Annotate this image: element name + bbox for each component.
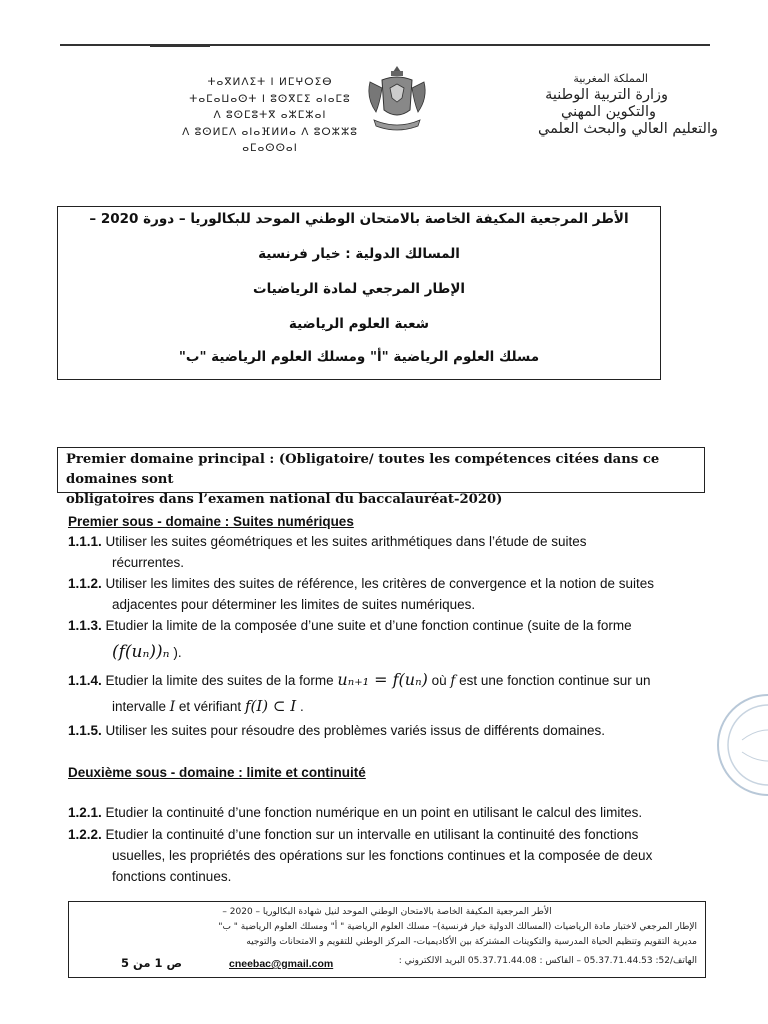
item-text-cont: récurrentes. (112, 555, 185, 570)
domain-line-2: obligatoires dans l’examen national du baccalauréat-2020) (66, 492, 503, 507)
item-text: Etudier la continuité d’une fonction sur un intervalle en utilisant la continuité des fonctions (101, 827, 639, 842)
tifinagh-line: ⵜⴰⴳⵍⴷⵉⵜ ⵏ ⵍⵎⵖⵔⵉⴱ (207, 76, 333, 88)
item-text-mid: où (431, 673, 447, 688)
item-1-2-2 (68, 824, 708, 887)
header-line-kingdom: المملكة المغربية (573, 72, 648, 85)
item-number: 1.1.3. (68, 618, 102, 633)
item-text: Etudier la limite de la composée d’une suite et d’une fonction continue (suite de la forme (101, 618, 632, 633)
item-number: 1.1.5. (68, 723, 102, 738)
footer-line-4: الهاتف/52: 05.37.71.44.53 – الفاكس : 05.37.71.44.08 البريد الالكتروني : (398, 956, 697, 966)
title-line-3: الإطار المرجعي لمادة الرياضيات (253, 281, 465, 297)
item-number: 1.1.2. (68, 576, 102, 591)
title-line-1: الأطر المرجعية المكيفة الخاصة بالامتحان الوطني الموحد للبكالوريا – دورة 2020 – (89, 211, 629, 227)
footer-line-3: مديرية التقويم وتنظيم الحياة المدرسية والتكوينات المشتركة بين الأكاديميات- المركز الوطني للتقويم و الامتحانات والتوجيه (246, 937, 697, 947)
item-text: Etudier la limite des suites de la forme (101, 673, 334, 688)
coat-of-arms-icon (362, 62, 432, 134)
item-number: 1.1.1. (68, 534, 102, 549)
domain-box (57, 447, 705, 507)
footer-line-1: الأطر المرجعية المكيفة الخاصة بالامتحان الوطني الموحد لنيل شهادة البكالوريا – 2020 – (222, 907, 552, 917)
item-number: 1.2.2. (68, 827, 102, 842)
official-stamp-icon (712, 690, 768, 800)
title-line-2: المسالك الدولية : خيار فرنسية (258, 246, 460, 262)
math-I: I (169, 699, 176, 715)
item-text-cont: . (299, 699, 304, 714)
math-recurrence: uₙ₊₁ = f(uₙ) (337, 670, 428, 689)
footer-line-2: الإطار المرجعي لاختبار مادة الرياضيات (المسالك الدولية خيار فرنسية)– مسلك العلوم الرياضية " أ" ومسلك العلوم الرياضية " ب" (218, 922, 697, 932)
item-1-1-4 (68, 668, 708, 720)
item-text-tail: est une fonction continue sur un (459, 673, 651, 688)
item-number: 1.2.1. (68, 805, 102, 820)
domain-line-1: Premier domaine principal : (Obligatoire/ toutes les compétences citées dans ce domaines sont (66, 452, 660, 487)
item-text: Utiliser les suites pour résoudre des problèmes variés issus de différents domaines. (101, 723, 606, 738)
item-text: Utiliser les limites des suites de référence, les critères de convergence et la notion de suites (101, 576, 655, 591)
item-1-1-2 (68, 573, 708, 615)
tifinagh-line: ⵜⴰⵎⴰⵡⴰⵙⵜ ⵏ ⵓⵙⴳⵎⵉ ⴰⵏⴰⵎⵓ (189, 92, 351, 105)
item-text-cont: intervalle (112, 699, 167, 714)
title-box (57, 206, 661, 380)
header-line-higher-ed: والتعليم العالي والبحث العلمي (538, 121, 718, 137)
arabic-header (488, 72, 718, 137)
item-1-2-1 (68, 802, 708, 823)
subdomain-2-heading: Deuxième sous - domaine : limite et continuité (68, 765, 366, 780)
math-sequence-form: (f(uₙ))ₙ (112, 642, 170, 662)
item-text-cont: usuelles, les propriétés des opérations sur les fonctions continues et la composée de deux (112, 848, 653, 863)
subdomain-1-heading: Premier sous - domaine : Suites numériques (68, 514, 354, 529)
header-line-training: والتكوين المهني (561, 104, 656, 120)
item-1-1-5 (68, 720, 708, 741)
item-1-1-1 (68, 531, 708, 573)
math-inclusion: f(I) ⊂ I (244, 697, 297, 715)
item-text: Utiliser les suites géométriques et les suites arithmétiques dans l’étude de suites (101, 534, 587, 549)
top-rule-accent (150, 46, 210, 47)
item-text: Etudier la continuité d’une fonction numérique en un point en utilisant le calcul des limites. (101, 805, 643, 820)
tifinagh-line: ⴷ ⵓⵙⵎⵓⵜⴳ ⴰⵣⵎⵣⴰⵏ (213, 109, 327, 121)
item-1-1-3 (68, 615, 708, 663)
page-number: ص 1 من 5 (121, 956, 182, 970)
item-text-cont: ). (173, 645, 182, 660)
footer-box (68, 901, 706, 978)
item-number: 1.1.4. (68, 673, 102, 688)
footer-email-link[interactable]: cneebac@gmail.com (229, 958, 334, 970)
item-text-cont: adjacentes pour déterminer les limites de suites numériques. (112, 597, 476, 612)
item-text-cont: fonctions continues. (112, 869, 232, 884)
tifinagh-header (165, 74, 375, 157)
tifinagh-line: ⴷ ⵓⵙⵍⵎⴷ ⴰⵏⴰⴼⵍⵍⴰ ⴷ ⵓⵔⵣⵣⵓ ⴰⵎⴰⵙⵙⴰⵏ (182, 125, 358, 154)
math-f: f (450, 673, 456, 689)
title-line-4: شعبة العلوم الرياضية (288, 316, 430, 332)
header-line-ministry: وزارة التربية الوطنية (545, 87, 668, 103)
item-text-cont: et vérifiant (178, 699, 242, 714)
title-line-5: مسلك العلوم الرياضية "أ" ومسلك العلوم الرياضية "ب" (178, 349, 540, 365)
